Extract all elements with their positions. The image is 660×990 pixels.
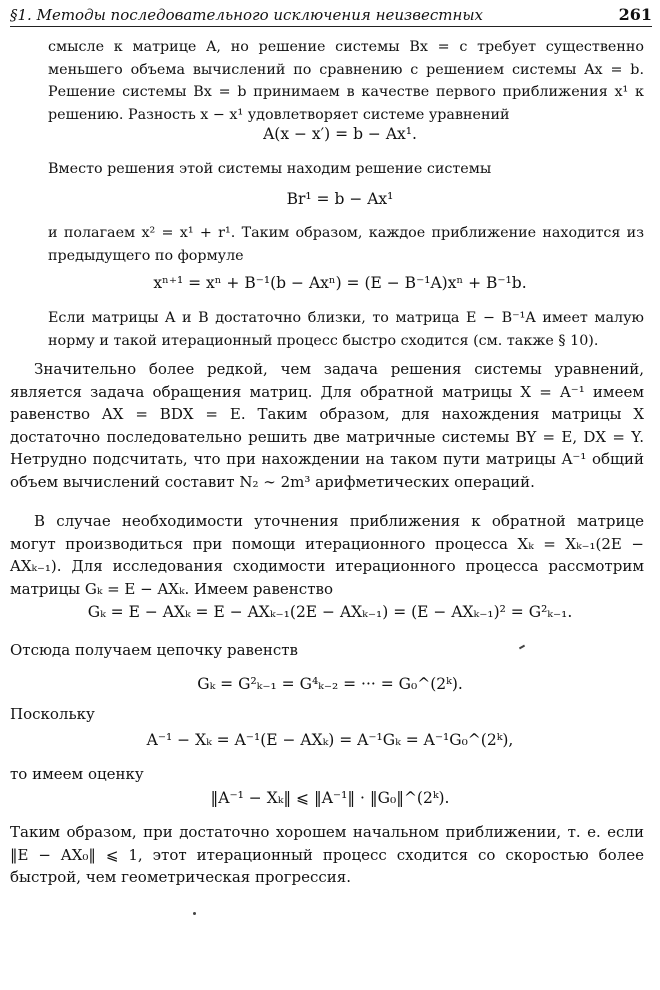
print-speck: [193, 912, 196, 915]
paragraph-8: Поскольку: [10, 705, 95, 723]
equation-6: A⁻¹ − Xₖ = A⁻¹(E − AXₖ) = A⁻¹Gₖ = A⁻¹G₀^(2ᵏ),: [146, 731, 514, 749]
section-title: §1. Методы последовательного исключения неизвестных: [10, 6, 484, 24]
equation-2: Br¹ = b − Ax¹: [286, 190, 394, 208]
equation-7: ‖A⁻¹ − Xₖ‖ ⩽ ‖A⁻¹‖ · ‖G₀‖^(2ᵏ).: [210, 789, 450, 807]
paragraph-1: смысле к матрице A, но решение системы Bx = c требует существенно меньшего объема вычислений по сравнению с решением системы Ax = b. Решение системы Bx = b принимаем в качестве первого приближения x¹ к решению. Разность x − x¹ удовлетворяет системе уравнений: [48, 39, 644, 123]
equation-1: A(x − x′) = b − Ax¹.: [263, 125, 417, 143]
paragraph-10: Таким образом, при достаточно хорошем начальном приближении, т. е. если ‖E − AX₀‖ ⩽ 1, этот итерационный процесс сходится со скоростью более быстрой, чем геометрическая прогрессия.: [10, 823, 644, 886]
paragraph-7: Отсюда получаем цепочку равенств: [10, 641, 299, 659]
paragraph-2: Вместо решения этой системы находим решение системы: [48, 161, 492, 177]
paragraph-4: Если матрицы A и B достаточно близки, то матрица E − B⁻¹A имеет малую норму и такой итерационный процесс быстро сходится (см. также § 10).: [48, 310, 644, 349]
paragraph-6: В случае необходимости уточнения приближения к обратной матрице могут производиться при помощи итерационного процесса Xₖ = Xₖ₋₁(2E − AXₖ₋₁). Для исследования сходимости итерационного процесса рассмотрим матрицы Gₖ = E − AXₖ. Имеем равенство: [10, 512, 644, 598]
equation-3: xⁿ⁺¹ = xⁿ + B⁻¹(b − Axⁿ) = (E − B⁻¹A)xⁿ + B⁻¹b.: [153, 274, 527, 292]
paragraph-5: Значительно более редкой, чем задача решения системы уравнений, является задача обращения матриц. Для обратной матрицы X = A⁻¹ имеем равенство AX = BDX = E. Таким образом, для нахождения матрицы X достаточно последовательно решить две матричные системы BY = E, DX = Y. Нетрудно подсчитать, что при нахождении на таком пути матрицы A⁻¹ общий объем вычислений составит N₂ ∼ 2m³ арифметических операций.: [10, 360, 644, 491]
page-number: 261: [618, 5, 652, 24]
paragraph-3: и полагаем x² = x¹ + r¹. Таким образом, каждое приближение находится из предыдущего по формуле: [48, 225, 644, 264]
equation-4: Gₖ = E − AXₖ = E − AXₖ₋₁(2E − AXₖ₋₁) = (E − AXₖ₋₁)² = G²ₖ₋₁.: [87, 603, 573, 621]
equation-5: Gₖ = G²ₖ₋₁ = G⁴ₖ₋₂ = ··· = G₀^(2ᵏ).: [197, 675, 463, 693]
running-header: [10, 2, 652, 27]
paragraph-9: то имеем оценку: [10, 765, 144, 783]
